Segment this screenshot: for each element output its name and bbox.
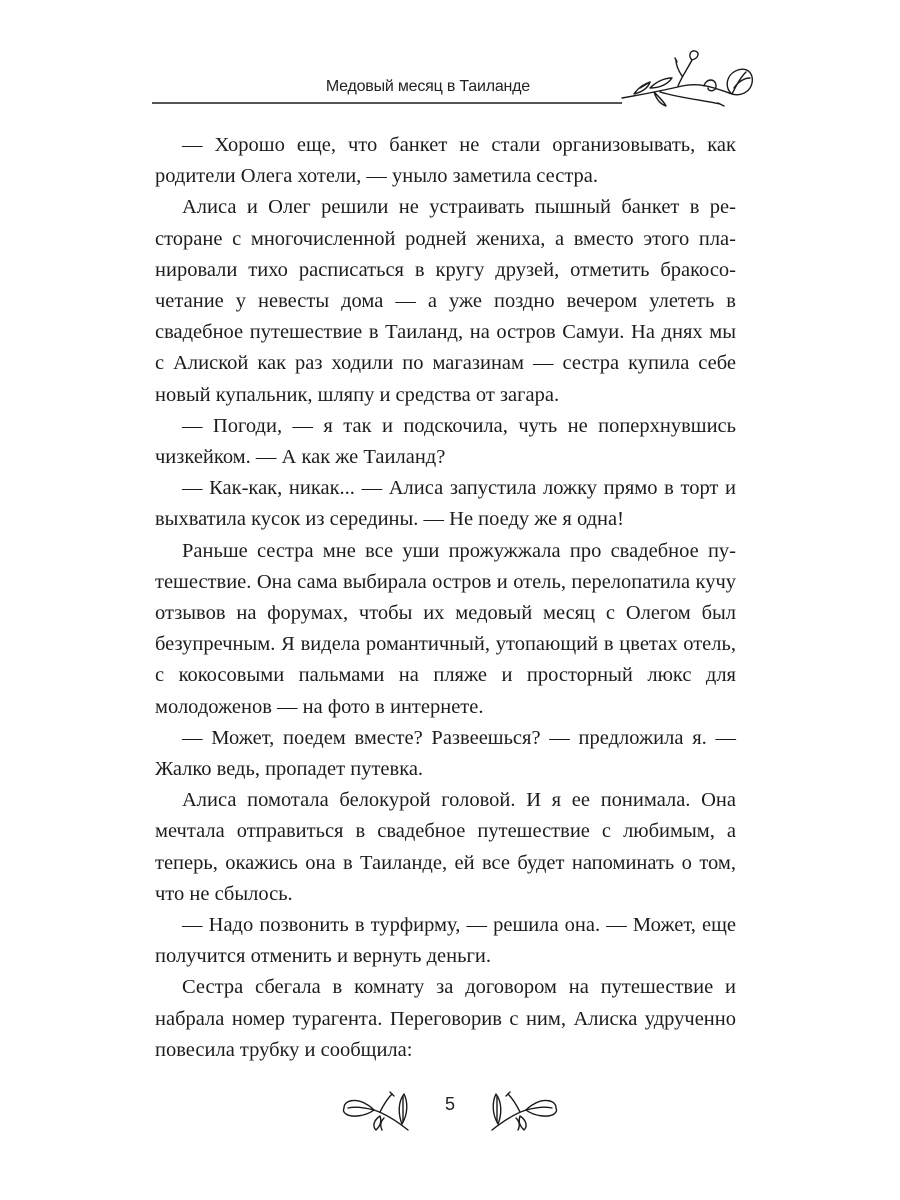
floral-branch-icon xyxy=(620,48,760,116)
page-footer xyxy=(340,1082,560,1134)
header-rule xyxy=(152,102,622,104)
paragraph: Раньше сестра мне все уши прожужжала про свадебное путешествие. Она сама выбирала остров и отель, перелопатила кучу отзывов на форумах, чтобы их медовый месяц с Олегом был безупречным. Я видела романтичный, утопающий в цветах отель, с кокосовыми пальмами на пляже и просторный люкс для молодоженов — на фото в интернете. xyxy=(155,539,736,718)
paragraph: — Погоди, — я так и подскочила, чуть не поперхнувшись чизкейком. — А как же Таиланд? xyxy=(155,414,736,469)
floral-sprig-right-icon xyxy=(478,1082,560,1134)
paragraph: — Надо позвонить в турфирму, — решила она. — Может, еще получится отменить и вернуть деньги. xyxy=(155,914,736,968)
paragraph: Алиса и Олег решили не устраивать пышный банкет в ресторане с многочисленной родней жениха, а вместо этого планировали тихо расписаться в кругу друзей, отметить бракосочетание у невесты дома — а уже поздно вечером улететь в свадебное путешествие в Таиланд, на остров Самуи. На днях мы с Алиской как раз ходили по магазинам — сестра купила себе новый купальник, шляпу и средства от загара. xyxy=(155,196,736,406)
paragraph: Сестра сбегала в комнату за договором на путешествие и набрала номер турагента. Переговорив с ним, Алиска удрученно повесила трубку и сообщила: xyxy=(155,976,736,1061)
paragraph: — Хорошо еще, что банкет не стали организовывать, как родители Олега хотели, — уныло заметила сестра. xyxy=(155,134,736,188)
running-title: Медовый месяц в Таиланде xyxy=(325,78,530,95)
paragraph: — Может, поедем вместе? Развеешься? — предложила я. — Жалко ведь, пропадет путевка. xyxy=(155,726,736,781)
running-header xyxy=(152,70,622,104)
page-number: 5 xyxy=(444,1094,455,1114)
paragraph: Алиса помотала белокурой головой. И я ее понимала. Она мечтала отправиться в свадебное путешествие с любимым, а теперь, окажись она в Таиланде, ей все будет напоминать о том, что не сбылось. xyxy=(155,789,736,905)
paragraph: — Как-как, никак... — Алиса запустила ложку прямо в торт и выхватила кусок из середины. — Не поеду же я одна! xyxy=(155,477,736,531)
body-text xyxy=(155,130,736,1066)
